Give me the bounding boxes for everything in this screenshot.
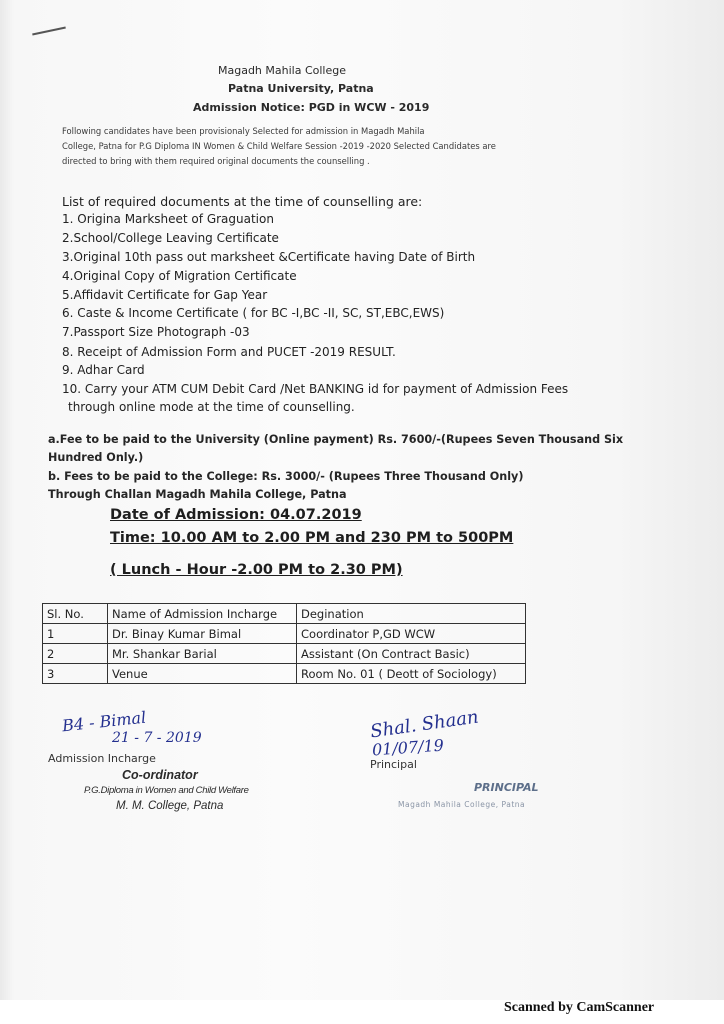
intro-line: Following candidates have been provisionaly Selected for admission in Magadh Mahila (62, 126, 425, 136)
table-cell: 1 (43, 624, 108, 644)
document-item: 5.Affidavit Certificate for Gap Year (62, 288, 268, 302)
table-cell: 3 (43, 664, 108, 684)
table-header: Sl. No. (43, 604, 108, 624)
incharge-table (42, 603, 526, 684)
intro-paragraph (62, 124, 582, 169)
table-cell: 2 (43, 644, 108, 664)
table-header-row (43, 604, 526, 624)
table-cell: Room No. 01 ( Deott of Sociology) (297, 664, 526, 684)
table-row (43, 624, 526, 644)
table-row (43, 644, 526, 664)
table-cell: Mr. Shankar Barial (108, 644, 297, 664)
document-item: 6. Caste & Income Certificate ( for BC -I,BC -II, SC, ST,EBC,EWS) (62, 306, 445, 320)
incharge-signature-date: 21 - 7 - 2019 (112, 730, 202, 746)
document-item: 7.Passport Size Photograph -03 (62, 325, 250, 339)
document-item: 1. Origina Marksheet of Graguation (62, 212, 274, 226)
table-cell: Coordinator P,GD WCW (297, 624, 526, 644)
admission-time: Time: 10.00 AM to 2.00 PM and 230 PM to 500PM (110, 530, 514, 546)
fee-college: b. Fees to be paid to the College: Rs. 3000/- (Rupees Three Thousand Only) (48, 470, 524, 483)
incharge-signature: B4 - Bimal (61, 707, 147, 736)
university-name: Patna University, Patna (228, 82, 374, 95)
table-row (43, 664, 526, 684)
pen-mark (32, 26, 66, 35)
document-item: 8. Receipt of Admission Form and PUCET -2019 RESULT. (62, 345, 396, 359)
principal-stamp-college: Magadh Mahila College, Patna (398, 800, 526, 809)
admission-incharge-label: Admission Incharge (48, 752, 156, 765)
college-name: Magadh Mahila College (218, 64, 346, 77)
fee-university: a.Fee to be paid to the University (Online payment) Rs. 7600/-(Rupees Seven Thousand Six (48, 433, 624, 446)
table-header: Degination (297, 604, 526, 624)
document-item: 10. Carry your ATM CUM Debit Card /Net BANKING id for payment of Admission Fees (62, 382, 569, 396)
intro-line: College, Patna for P.G Diploma IN Women & Child Welfare Session -2019 -2020 Selected Candidates are (62, 141, 496, 151)
admission-date: Date of Admission: 04.07.2019 (110, 507, 362, 523)
table-header: Name of Admission Incharge (108, 604, 297, 624)
document-item: 9. Adhar Card (62, 363, 145, 377)
fee-university-cont: Hundred Only.) (48, 451, 144, 464)
table-cell: Assistant (On Contract Basic) (297, 644, 526, 664)
coordinator-stamp-college: M. M. College, Patna (116, 800, 224, 812)
fee-college-cont: Through Challan Magadh Mahila College, Patna (48, 488, 347, 501)
principal-stamp: PRINCIPAL (474, 781, 539, 794)
document-item: 3.Original 10th pass out marksheet &Certificate having Date of Birth (62, 250, 476, 264)
principal-label: Principal (370, 758, 417, 771)
notice-title: Admission Notice: PGD in WCW - 2019 (193, 101, 430, 114)
principal-signature: Shal. Shaan (369, 706, 480, 743)
principal-signature-date: 01/07/19 (371, 735, 445, 760)
coordinator-stamp: Co-ordinator (122, 768, 198, 782)
intro-line: directed to bring with them required original documents the counselling . (62, 156, 370, 166)
table-cell: Venue (108, 664, 297, 684)
document-item: 4.Original Copy of Migration Certificate (62, 269, 297, 283)
coordinator-stamp-dept: P.G.Diploma in Women and Child Welfare (84, 785, 249, 796)
document-item: through online mode at the time of counselling. (68, 400, 355, 414)
documents-title: List of required documents at the time of counselling are: (62, 194, 423, 209)
lunch-hour: ( Lunch - Hour -2.00 PM to 2.30 PM) (110, 562, 403, 578)
document-item: 2.School/College Leaving Certificate (62, 231, 279, 245)
table-cell: Dr. Binay Kumar Bimal (108, 624, 297, 644)
scanner-watermark: Scanned by CamScanner (504, 1000, 655, 1015)
